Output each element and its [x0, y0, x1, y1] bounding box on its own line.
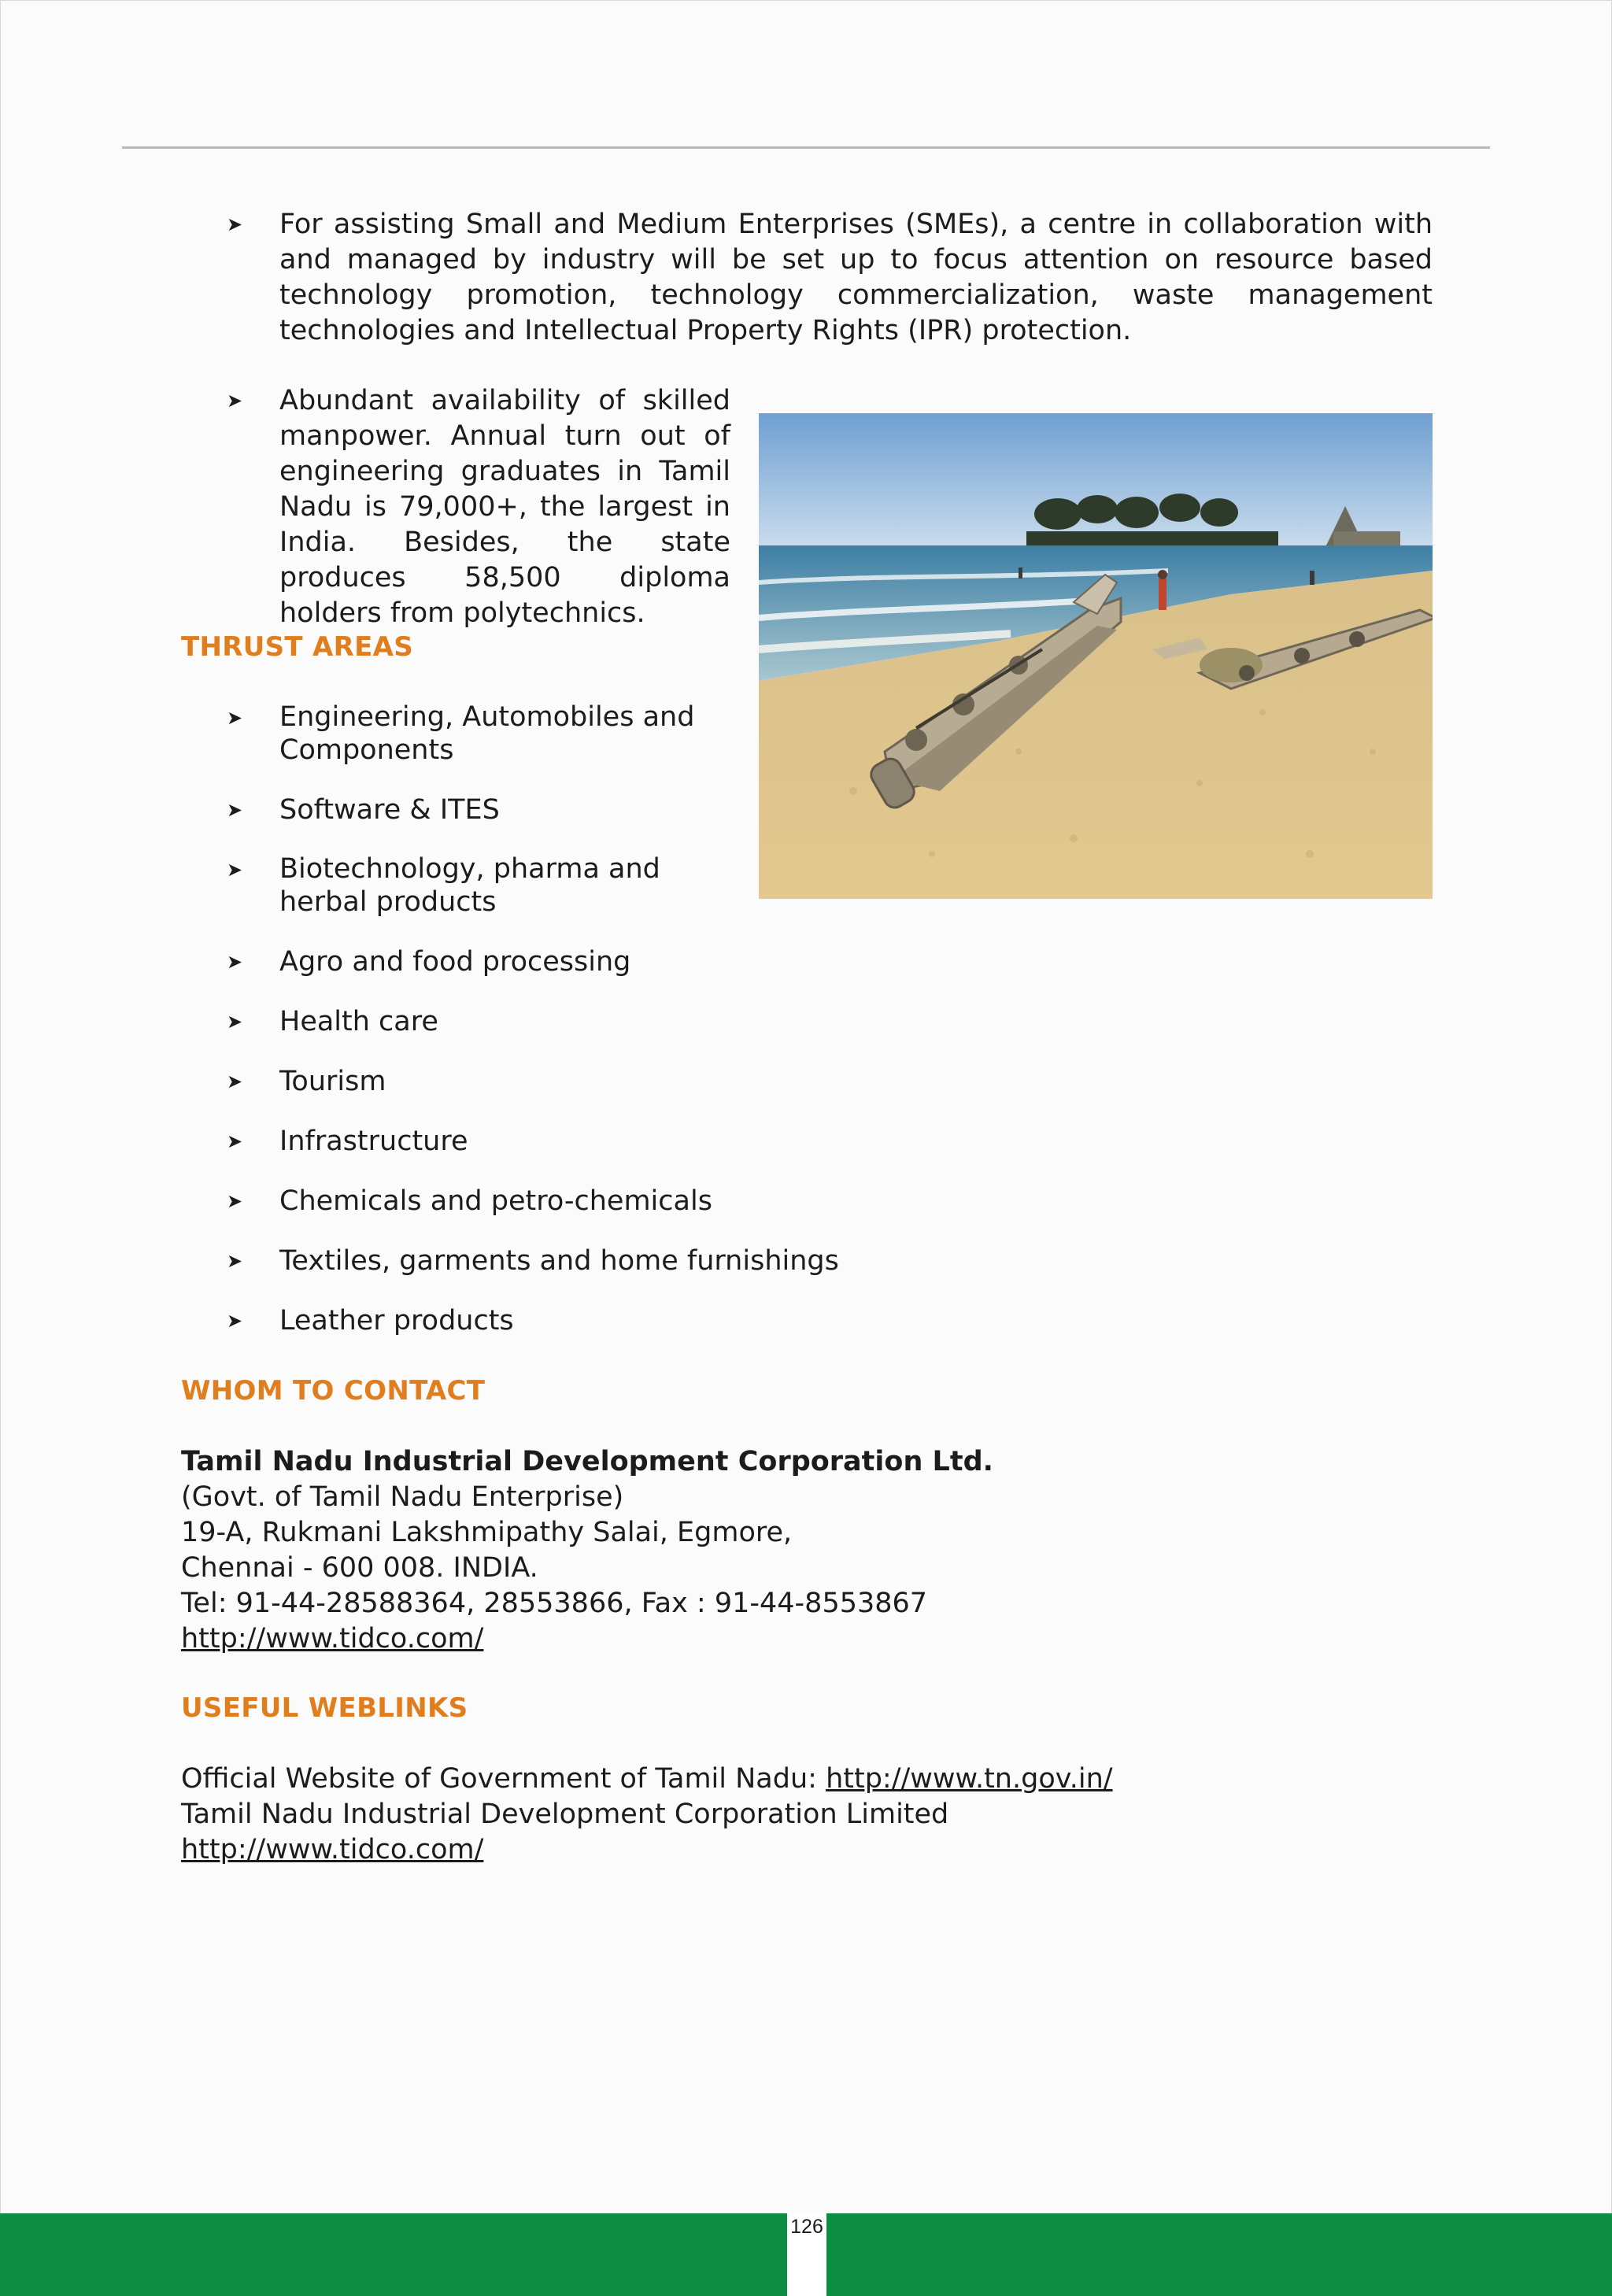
intro-bullet-text: For assisting Small and Medium Enterprises (SMEs), a centre in collaboration with and managed by industry will be set up to focus attention on resource based technology promotion, technology commercialization, waste management technologies and Intellectual Property Rights (IPR) protection. — [279, 209, 1433, 346]
weblink-tidco-label: Tamil Nadu Industrial Development Corporation Limited — [181, 1799, 949, 1830]
weblinks-block — [181, 1762, 1113, 1868]
thrust-item-label: Software & ITES — [279, 794, 500, 826]
thrust-item-label: Textiles, garments and home furnishings — [279, 1245, 839, 1277]
weblink-gov-link[interactable]: http://www.tn.gov.in/ — [826, 1763, 1113, 1795]
bullet-arrow-icon: ➤ — [227, 799, 243, 821]
bullet-arrow-icon: ➤ — [227, 213, 243, 235]
thrust-item-label: Chemicals and petro-chemicals — [279, 1185, 712, 1217]
bullet-arrow-icon: ➤ — [227, 1070, 243, 1093]
contact-organization: Tamil Nadu Industrial Development Corporation Ltd. — [181, 1446, 993, 1477]
intro-bullet-text: Abundant availability of skilled manpower. Annual turn out of engineering graduates in Tamil Nadu is 79,000+, the largest in India. Besides, the state produces 58,500 diploma holders from polytechnics. — [279, 385, 730, 629]
bullet-arrow-icon: ➤ — [227, 859, 243, 881]
contact-phone-fax: Tel: 91-44-28588364, 28553866, Fax : 91-44-8553867 — [181, 1588, 928, 1619]
contact-address-line1: 19-A, Rukmani Lakshmipathy Salai, Egmore, — [181, 1517, 793, 1548]
header-rule — [122, 146, 1490, 149]
intro-bullet-sme — [227, 207, 1433, 349]
bullet-arrow-icon: ➤ — [227, 1011, 243, 1033]
intro-bullet-manpower — [227, 383, 740, 629]
weblink-gov-label: Official Website of Government of Tamil Nadu: — [181, 1763, 826, 1795]
bullet-arrow-icon: ➤ — [227, 1130, 243, 1152]
thrust-item-label: Health care — [279, 1006, 438, 1037]
weblinks-heading: USEFUL WEBLINKS — [181, 1692, 468, 1724]
contact-subtitle: (Govt. of Tamil Nadu Enterprise) — [181, 1481, 624, 1513]
thrust-item-label: Leather products — [279, 1305, 514, 1337]
thrust-item-label: Engineering, Automobiles and Components — [279, 701, 695, 766]
thrust-item-label: Tourism — [279, 1066, 386, 1097]
thrust-item-label: Agro and food processing — [279, 946, 631, 978]
thrust-areas-heading: THRUST AREAS — [181, 631, 414, 663]
thrust-item-label: Infrastructure — [279, 1126, 468, 1157]
bullet-arrow-icon: ➤ — [227, 1310, 243, 1332]
weblink-gov-row — [181, 1762, 1113, 1797]
bullet-arrow-icon: ➤ — [227, 1250, 243, 1272]
bullet-arrow-icon: ➤ — [227, 951, 243, 973]
contact-website-link[interactable]: http://www.tidco.com/ — [181, 1623, 484, 1655]
beach-boats-photo — [759, 413, 1433, 899]
bullet-arrow-icon: ➤ — [227, 707, 243, 729]
bullet-arrow-icon: ➤ — [227, 1190, 243, 1212]
contact-heading: WHOM TO CONTACT — [181, 1375, 486, 1407]
contact-address-line2: Chennai - 600 008. INDIA. — [181, 1552, 538, 1584]
weblink-tidco-link[interactable]: http://www.tidco.com/ — [181, 1834, 484, 1865]
page-number: 126 — [790, 2216, 823, 2238]
bullet-arrow-icon: ➤ — [227, 390, 243, 412]
thrust-item-label: Biotechnology, pharma and herbal products — [279, 853, 660, 918]
contact-block — [181, 1444, 993, 1657]
